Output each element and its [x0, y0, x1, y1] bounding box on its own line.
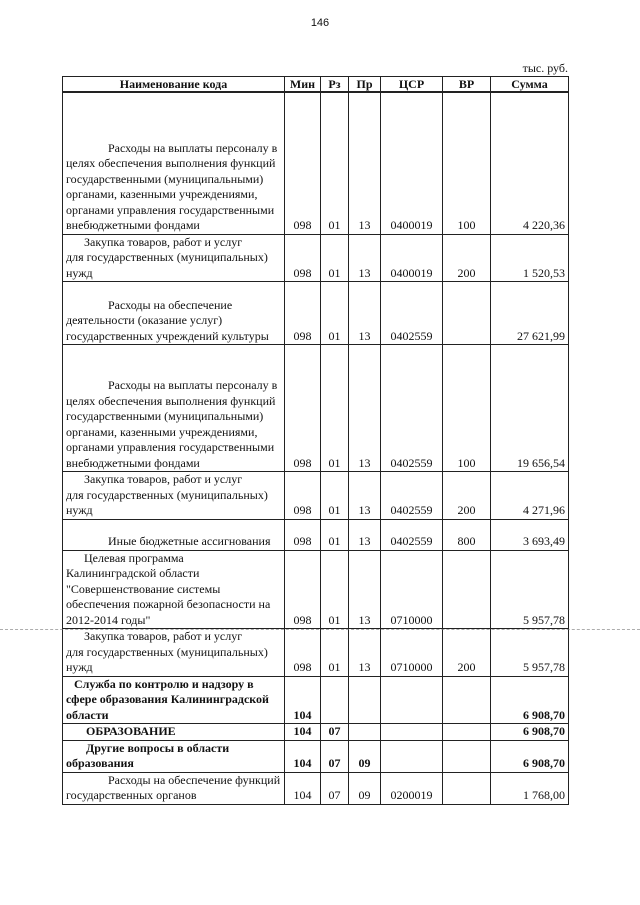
row-rz: 01 [321, 282, 349, 345]
row-name-rest: целях обеспечения выполнения функций государственными (муниципальными) органами, казенными учреждениями, органами управления государственными внебюджетными фондами [66, 393, 276, 470]
row-vr [443, 282, 491, 345]
row-name-first: Другие вопросы в области [86, 740, 230, 755]
row-pr: 09 [349, 740, 381, 772]
row-csr [381, 740, 443, 772]
row-min: 104 [285, 740, 321, 772]
table-row [63, 472, 569, 520]
row-csr: 0400019 [381, 92, 443, 234]
table-row [63, 282, 569, 345]
row-min: 104 [285, 724, 321, 741]
row-name [63, 740, 285, 772]
row-csr [381, 676, 443, 724]
table-row [63, 92, 569, 234]
row-name-rest: сфере образования Калининградской области [66, 692, 269, 722]
row-vr [443, 724, 491, 741]
row-name-rest: для государственных (муниципальных) нужд [66, 487, 268, 517]
scan-fold-line [0, 629, 640, 630]
row-name-rest: деятельности (оказание услуг) государственных учреждений культуры [66, 313, 269, 343]
row-vr [443, 676, 491, 724]
table-row [63, 676, 569, 724]
header-rz: Рз [321, 77, 349, 93]
row-vr: 200 [443, 234, 491, 282]
row-rz [321, 676, 349, 724]
table-row [63, 740, 569, 772]
row-name [63, 550, 285, 629]
row-csr: 0402559 [381, 519, 443, 550]
row-sum: 27 621,99 [491, 282, 569, 345]
row-pr: 13 [349, 282, 381, 345]
header-min: Мин [285, 77, 321, 93]
row-name-first: Служба по контролю и надзору в [74, 676, 254, 691]
row-sum: 3 693,49 [491, 519, 569, 550]
table-row [63, 345, 569, 472]
row-sum: 1 768,00 [491, 772, 569, 804]
row-name-first: Расходы на обеспечение функций [108, 772, 281, 787]
row-pr: 13 [349, 550, 381, 629]
row-name-first: Расходы на обеспечение [108, 297, 233, 312]
row-sum: 4 271,96 [491, 472, 569, 520]
row-name [63, 345, 285, 472]
units-label: тыс. руб. [522, 61, 568, 75]
row-name-first: Целевая программа [84, 550, 184, 565]
row-min: 098 [285, 519, 321, 550]
row-csr: 0402559 [381, 472, 443, 520]
row-sum: 4 220,36 [491, 92, 569, 234]
row-name [63, 92, 285, 234]
row-rz: 01 [321, 345, 349, 472]
row-name-rest: образования [66, 756, 134, 770]
row-name-first: Расходы на выплаты персоналу в [108, 140, 278, 155]
row-min: 098 [285, 234, 321, 282]
table-row [63, 519, 569, 550]
row-min: 104 [285, 772, 321, 804]
table-row [63, 234, 569, 282]
row-vr: 100 [443, 345, 491, 472]
row-name [63, 282, 285, 345]
row-name-first: Расходы на выплаты персоналу в [108, 378, 278, 392]
row-name [63, 519, 285, 550]
row-pr: 13 [349, 234, 381, 282]
row-sum: 6 908,70 [491, 724, 569, 741]
row-name-first: Закупка товаров, работ и услуг [84, 234, 243, 249]
row-pr: 13 [349, 629, 381, 677]
row-sum: 5 957,78 [491, 550, 569, 629]
row-rz: 01 [321, 629, 349, 677]
row-vr: 200 [443, 629, 491, 677]
row-name-rest: государственных органов [66, 788, 197, 802]
page-number: 146 [310, 17, 330, 29]
budget-table [62, 76, 569, 805]
row-name-first: Закупка товаров, работ и услуг [84, 472, 243, 486]
row-csr: 0402559 [381, 282, 443, 345]
row-vr: 100 [443, 92, 491, 234]
row-name [63, 676, 285, 724]
row-rz: 01 [321, 92, 349, 234]
row-rz: 07 [321, 772, 349, 804]
header-csr: ЦСР [381, 77, 443, 93]
row-min: 098 [285, 550, 321, 629]
row-sum: 1 520,53 [491, 234, 569, 282]
row-sum: 19 656,54 [491, 345, 569, 472]
row-pr: 09 [349, 772, 381, 804]
row-pr: 13 [349, 472, 381, 520]
row-sum: 6 908,70 [491, 676, 569, 724]
row-pr [349, 724, 381, 741]
row-vr: 800 [443, 519, 491, 550]
row-sum: 6 908,70 [491, 740, 569, 772]
table-row [63, 550, 569, 629]
row-name-first: ОБРАЗОВАНИЕ [86, 724, 176, 738]
row-rz: 07 [321, 740, 349, 772]
row-sum: 5 957,78 [491, 629, 569, 677]
row-min: 098 [285, 92, 321, 234]
row-csr: 0200019 [381, 772, 443, 804]
row-csr: 0710000 [381, 550, 443, 629]
row-pr [349, 676, 381, 724]
row-csr: 0402559 [381, 345, 443, 472]
row-min: 098 [285, 629, 321, 677]
row-name-rest: для государственных (муниципальных) нужд [66, 644, 268, 674]
row-vr [443, 740, 491, 772]
row-rz: 01 [321, 234, 349, 282]
header-sum: Сумма [491, 77, 569, 93]
row-min: 104 [285, 676, 321, 724]
row-name [63, 772, 285, 804]
table-header-row [63, 77, 569, 93]
row-csr: 0710000 [381, 629, 443, 677]
header-name: Наименование кода [63, 77, 285, 93]
row-name-first: Иные бюджетные ассигнования [108, 534, 271, 548]
header-pr: Пр [349, 77, 381, 93]
row-min: 098 [285, 345, 321, 472]
row-name [63, 629, 285, 677]
row-vr [443, 772, 491, 804]
row-rz: 01 [321, 472, 349, 520]
row-vr [443, 550, 491, 629]
row-name [63, 724, 285, 741]
table-row [63, 629, 569, 677]
row-pr: 13 [349, 92, 381, 234]
row-pr: 13 [349, 345, 381, 472]
row-name [63, 234, 285, 282]
row-pr: 13 [349, 519, 381, 550]
row-csr: 0400019 [381, 234, 443, 282]
row-csr [381, 724, 443, 741]
row-min: 098 [285, 282, 321, 345]
row-name-rest: для государственных (муниципальных) нужд [66, 250, 268, 280]
row-name-first: Закупка товаров, работ и услуг [84, 629, 243, 643]
row-rz: 01 [321, 519, 349, 550]
table-row [63, 724, 569, 741]
table-row [63, 772, 569, 804]
row-rz: 01 [321, 550, 349, 629]
header-vr: ВР [443, 77, 491, 93]
row-name-rest: целях обеспечения выполнения функций государственными (муниципальными) органами, казенными учреждениями, органами управления государственными внебюджетными фондами [66, 156, 276, 232]
row-name-rest: Калининградской области "Совершенствование системы обеспечения пожарной безопасности на 2012-2014 годы" [66, 566, 271, 627]
row-vr: 200 [443, 472, 491, 520]
row-name [63, 472, 285, 520]
row-rz: 07 [321, 724, 349, 741]
row-min: 098 [285, 472, 321, 520]
